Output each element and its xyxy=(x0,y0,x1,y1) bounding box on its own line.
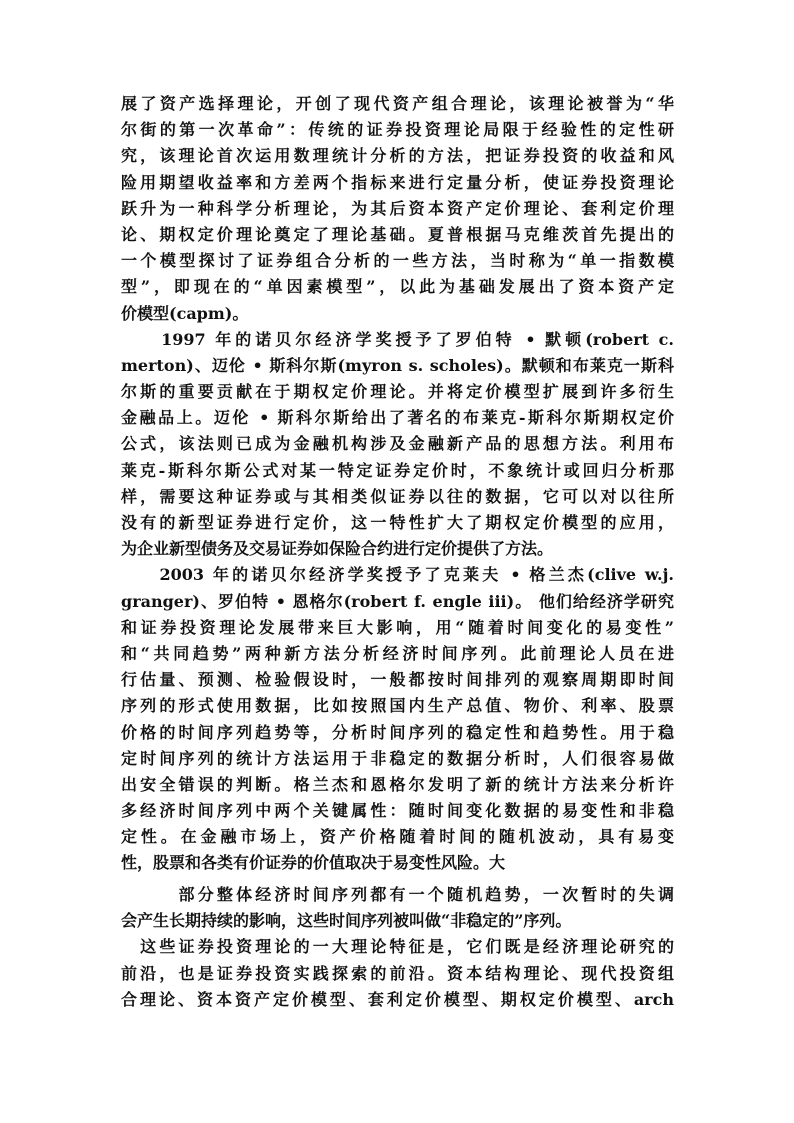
text-line: 行估量、预测、检验假设时，一般都按时间排列的观察周期即时间 xyxy=(121,670,674,690)
text-line: 论、期权定价理论奠定了理论基础。夏普根据马克维茨首先提出的 xyxy=(121,224,674,244)
paragraph-end-line: 价模型(capm)。 xyxy=(121,303,249,323)
paragraph-end-line: 性，股票和各类有价证券的价值取决于易变性风险。大 xyxy=(121,853,506,873)
text-line: 价格的时间序列趋势等，分析时间序列的稳定性和趋势性。用于稳 xyxy=(121,722,674,742)
text-line: 究，该理论首次运用数理统计分析的方法，把证券投资的收益和风 xyxy=(121,146,674,166)
text-line: 出安全错误的判断。格兰杰和恩格尔发明了新的统计方法来分析许 xyxy=(121,774,674,794)
text-line: 序列的形式使用数据，比如按照国内生产总值、物价、利率、股票 xyxy=(121,696,674,716)
paragraph-start-line: 这些证券投资理论的一大理论特征是，它们既是经济理论研究的 xyxy=(121,937,674,957)
text-line: 跃升为一种科学分析理论，为其后资本资产定价理论、套利定价理 xyxy=(121,198,674,218)
text-line: merton)、迈伦 • 斯科尔斯(myron s. scholes)。默顿和布莱克一斯科 xyxy=(121,355,674,375)
paragraph-start-line: 1997 年的诺贝尔经济学奖授予了罗伯特 • 默顿(robert c. xyxy=(121,329,674,349)
body-text-block-1 xyxy=(121,91,674,877)
text-line: 前沿，也是证券投资实践探索的前沿。资本结构理论、现代投资组 xyxy=(121,963,674,983)
text-line: 一个模型探讨了证券组合分析的一些方法，当时称为“单一指数模 xyxy=(121,251,674,271)
text-line: 型”，即现在的“单因素模型”，以此为基础发展出了资本资产定 xyxy=(121,277,674,297)
paragraph-end-line: 会产生长期持续的影响，这些时间序列被叫做“非稳定的”序列。 xyxy=(121,911,572,931)
text-line: 多经济时间序列中两个关键属性：随时间变化数据的易变性和非稳 xyxy=(121,801,674,821)
text-line: 和证券投资理论发展带来巨大影响，用“随着时间变化的易变性” xyxy=(121,617,674,637)
text-line: 尔斯的重要贡献在于期权定价理论。并将定价模型扩展到许多衍生 xyxy=(121,382,674,402)
text-line: 没有的新型证券进行定价，这一特性扩大了期权定价模型的应用， xyxy=(121,513,674,532)
text-line: 定时间序列的统计方法运用于非稳定的数据分析时，人们很容易做 xyxy=(121,748,674,768)
body-text-block-2 xyxy=(121,882,674,1013)
text-line: 样，需要这种证券或与其相类似证券以往的数据，它可以对以往所 xyxy=(121,486,674,506)
text-line: granger)、罗伯特 • 恩格尔(robert f. engle iii)。 他们给经济学研究 xyxy=(121,591,674,611)
text-line: 合理论、资本资产定价模型、套利定价模型、期权定价模型、arch xyxy=(121,989,674,1009)
text-line: 尔街的第一次革命”：传统的证券投资理论局限于经验性的定性研 xyxy=(121,120,674,140)
paragraph-start-line: 部分整体经济时间序列都有一个随机趋势，一次暂时的失调 xyxy=(121,885,674,904)
text-line: 定性。在金融市场上，资产价格随着时间的随机波动，具有易变 xyxy=(121,827,674,847)
text-line: 展了资产选择理论，开创了现代资产组合理论，该理论被誉为“华 xyxy=(121,94,674,113)
text-line: 险用期望收益率和方差两个指标来进行定量分析，使证券投资理论 xyxy=(121,172,674,192)
paragraph-end-line: 为企业新型债务及交易证券如保险合约进行定价提供了方法。 xyxy=(121,539,554,559)
text-line: 公式，该法则已成为金融机构涉及金融新产品的思想方法。利用布 xyxy=(121,434,674,454)
paragraph-start-line: 2003 年的诺贝尔经济学奖授予了克莱夫 • 格兰杰(clive w.j. xyxy=(121,565,674,585)
text-line: 和“共同趋势”两种新方法分析经济时间序列。此前理论人员在进 xyxy=(121,643,674,663)
text-line: 莱克-斯科尔斯公式对某一特定证券定价时，不象统计或回归分析那 xyxy=(121,460,674,480)
text-line: 金融品上。迈伦 • 斯科尔斯给出了著名的布莱克-斯科尔斯期权定价 xyxy=(121,408,674,428)
